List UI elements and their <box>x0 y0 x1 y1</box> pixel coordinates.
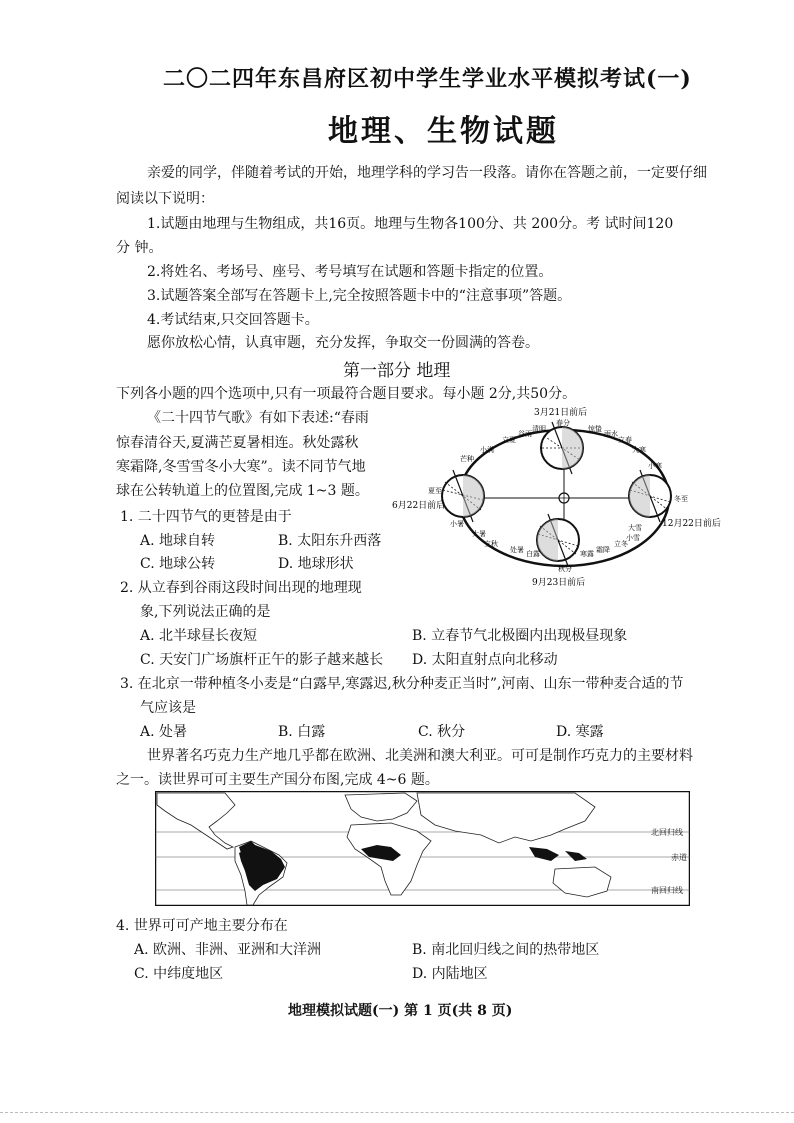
intro-para-line1: 亲爱的同学，伴随着考试的开始，地理学科的学习告一段落。请你在答题之前，一定要仔细 <box>147 165 707 181</box>
intro-item-1-line2: 分 钟。 <box>116 240 163 256</box>
label-dongzhi: 冬至 <box>674 495 688 503</box>
label-equator: 赤道 <box>671 853 687 862</box>
q4-option-d: D. 内陆地区 <box>412 966 488 982</box>
intro-para-line2: 阅读以下说明： <box>116 191 214 207</box>
term-yushui: 雨水 <box>604 430 618 438</box>
label-sep23: 9月23日前后 <box>532 578 586 588</box>
q3-option-b: B. 白露 <box>278 724 326 740</box>
q3-option-d: D. 寒露 <box>556 724 604 740</box>
label-xiazhi: 夏至 <box>428 487 442 495</box>
q1-stem: 1. 二十四节气的更替是由于 <box>120 509 292 525</box>
q4-option-a: A. 欧洲、非洲、亚洲和大洋洲 <box>134 942 322 958</box>
term-bailu: 白露 <box>526 550 540 558</box>
q3-stem-line2: 气应该是 <box>140 700 196 716</box>
section-title: 第一部分 地理 <box>343 361 451 381</box>
term-xiaoman: 小满 <box>480 446 494 454</box>
label-south-tropic: 南回归线 <box>651 886 683 895</box>
q4-stem: 4. 世界可可产地主要分布在 <box>116 918 288 934</box>
q2-option-d: D. 太阳直射点向北移动 <box>412 652 558 668</box>
passage1-line4: 球在公转轨道上的位置图,完成 1~3 题。 <box>116 483 369 499</box>
q1-option-a: A. 地球自转 <box>140 533 216 549</box>
sun-icon <box>554 488 574 508</box>
label-mar21: 3月21日前后 <box>534 408 588 418</box>
passage1-line3: 寒霜降,冬雪雪冬小大寒”。读不同节气地 <box>116 459 366 475</box>
q3-option-c: C. 秋分 <box>418 724 466 740</box>
intro-item-4: 4.考试结束,只交回答题卡。 <box>147 312 319 328</box>
q2-stem-line1: 2. 从立春到谷雨这段时间出现的地理现 <box>120 580 362 596</box>
term-lidong: 立冬 <box>614 540 628 548</box>
passage1-line1: 《二十四节气歌》有如下表述:“春雨 <box>147 410 369 426</box>
label-dec22: 12月22日前后 <box>662 519 721 529</box>
exam-title: 二〇二四年东昌府区初中学生学业水平模拟考试(一) <box>163 66 692 92</box>
label-chunfen: 春分 <box>556 419 570 427</box>
section-instruction: 下列各小题的四个选项中,只有一项最符合题目要求。每小题 2分,共50分。 <box>116 386 577 402</box>
term-chushu: 处暑 <box>510 546 524 554</box>
q2-option-b: B. 立春节气北极圈内出现极昼现象 <box>412 628 628 644</box>
q3-option-a: A. 处暑 <box>140 724 188 740</box>
q1-option-c: C. 地球公转 <box>140 556 216 572</box>
intro-item-2: 2.将姓名、考场号、座号、考号填写在试题和答题卡指定的位置。 <box>147 264 553 280</box>
term-dahan: 大寒 <box>632 446 646 454</box>
passage2-line2: 之一。读世界可可主要生产国分布图,完成 4~6 题。 <box>116 772 439 788</box>
term-lichun: 立春 <box>618 436 632 444</box>
term-jingzhe: 惊蛰 <box>588 425 602 433</box>
intro-item-1-line1: 1.试题由地理与生物组成，共16页。地理与生物各100分、共 200分。考 试时间120 <box>147 216 674 232</box>
term-qingming: 清明 <box>532 425 546 433</box>
term-xiaohan: 小寒 <box>648 462 662 470</box>
label-north-tropic: 北回归线 <box>651 828 683 837</box>
term-guyu: 谷雨 <box>518 430 532 438</box>
term-hanlu: 寒露 <box>580 550 594 558</box>
intro-wish: 愿你放松心情，认真审题，充分发挥，争取交一份圆满的答卷。 <box>147 335 539 351</box>
term-xiaoshu: 小暑 <box>450 520 464 528</box>
earth-autumn-icon <box>537 514 579 566</box>
q2-option-a: A. 北半球昼长夜短 <box>140 628 258 644</box>
page-bottom-divider <box>0 1112 794 1113</box>
term-mangzhong: 芒种 <box>460 455 474 463</box>
term-lixia: 立夏 <box>502 436 516 444</box>
intro-item-3: 3.试题答案全部写在答题卡上,完全按照答题卡中的“注意事项”答题。 <box>147 288 572 304</box>
term-shuangjiang: 霜降 <box>596 546 610 554</box>
q4-option-c: C. 中纬度地区 <box>134 966 224 982</box>
exam-subtitle: 地理、生物试题 <box>328 114 559 149</box>
q3-stem-line1: 3. 在北京一带种植冬小麦是“白露早,寒露迟,秋分种麦正当时”,河南、山东一带种麦合适的节 <box>120 676 684 692</box>
q4-option-b: B. 南北回归线之间的热带地区 <box>412 942 600 958</box>
orbit-diagram <box>392 400 732 592</box>
label-jun22: 6月22日前后 <box>392 501 446 511</box>
term-dashu: 大暑 <box>472 530 486 538</box>
term-liqiu: 立秋 <box>484 540 498 548</box>
q1-option-d: D. 地球形状 <box>278 556 354 572</box>
passage1-line2: 惊春清谷天,夏满芒夏暑相连。秋处露秋 <box>116 435 359 451</box>
label-qiufen: 秋分 <box>558 565 572 573</box>
earth-summer-icon <box>442 470 484 522</box>
q2-option-c: C. 天安门广场旗杆正午的影子越来越长 <box>140 652 384 668</box>
world-cocoa-map <box>155 791 690 906</box>
q2-stem-line2: 象,下列说法正确的是 <box>140 604 271 620</box>
term-daxue: 大雪 <box>628 524 642 532</box>
passage2-line1: 世界著名巧克力生产地几乎都在欧洲、北美洲和澳大利亚。可可是制作巧克力的主要材料 <box>147 748 693 764</box>
page-footer: 地理模拟试题(一) 第 1 页(共 8 页) <box>288 1003 513 1019</box>
term-xiaoxue: 小雪 <box>626 534 640 542</box>
q1-option-b: B. 太阳东升西落 <box>278 533 382 549</box>
